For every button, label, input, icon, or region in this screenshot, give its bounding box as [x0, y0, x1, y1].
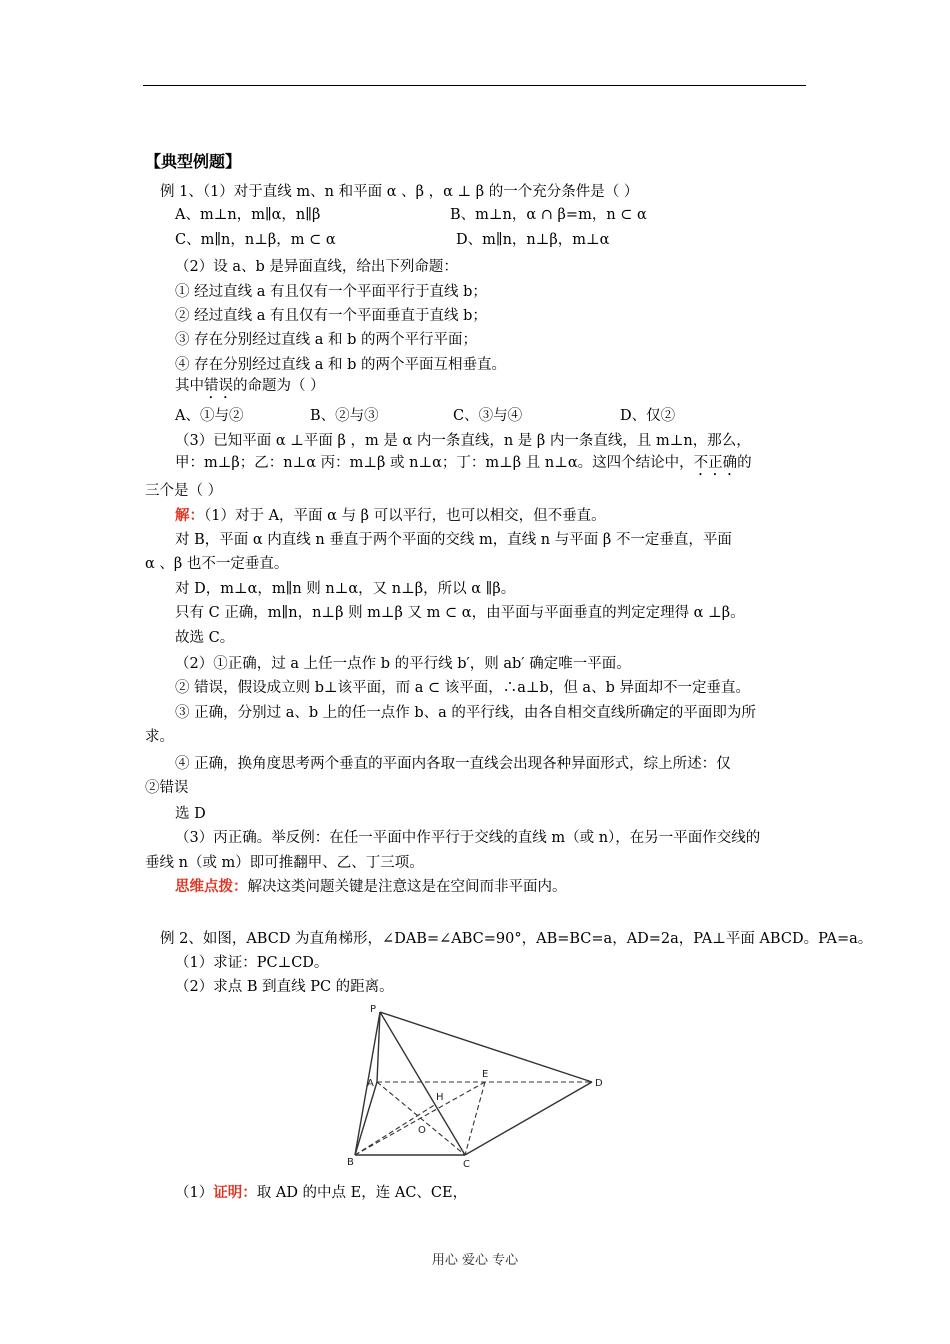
- emphasis-incorrect: 不正确: [693, 455, 738, 471]
- example1-question1: 例 1、（1）对于直线 m、n 和平面 α 、β ，α ⊥ β 的一个充分条件是（ ）: [160, 184, 639, 200]
- label-o: O: [418, 1125, 426, 1136]
- solution1-line14: （3）丙正确。举反例：在任一平面中作平行于交线的直线 m（或 n），在另一平面作交线的: [175, 830, 761, 846]
- solution1-line10: 求。: [145, 729, 174, 745]
- solution1-line3: α 、β 也不一定垂直。: [145, 556, 289, 572]
- ex1q2-option-c: C、③与④: [453, 408, 523, 424]
- label-p: P: [370, 1004, 377, 1015]
- proof-line: （1）证明：取 AD 的中点 E，连 AC、CE，: [175, 1184, 468, 1201]
- example2-sub2: （2）求点 B 到直线 PC 的距离。: [175, 979, 394, 995]
- emphasis-wrong: 错误: [204, 378, 233, 394]
- section-heading: 【典型例题】: [145, 152, 242, 171]
- example2-sub1: （1）求证：PC⊥CD。: [175, 955, 329, 971]
- example1-question2: （2）设 a、b 是异面直线，给出下列命题：: [175, 259, 458, 275]
- pyramid-figure: [340, 1002, 610, 1172]
- solution1-line2: 对 B，平面 α 内直线 n 垂直于两个平面的交线 m，直线 n 与平面 β 不一定垂直，平面: [175, 532, 732, 548]
- solution1-line13: 选 D: [175, 806, 206, 822]
- label-e: E: [482, 1069, 489, 1080]
- ex1-option-d: D、m∥n，n⊥β，m⊥α: [456, 232, 610, 248]
- label-d: D: [595, 1078, 603, 1089]
- tip-label: 思维点拨：: [175, 878, 248, 895]
- solution1-line8: ② 错误，假设成立则 b⊥该平面，而 a ⊂ 该平面，∴a⊥b，但 a、b 异面却不一定垂直。: [175, 680, 750, 696]
- solution1-line4: 对 D，m⊥α，m∥n 则 n⊥α，又 n⊥β，所以 α ∥β。: [175, 581, 516, 597]
- example1-question3-line3: 三个是（ ）: [145, 483, 223, 499]
- header-rule: [143, 85, 806, 86]
- proof-label: 证明：: [213, 1184, 257, 1201]
- solution1-line6: 故选 C。: [175, 630, 235, 646]
- proposition-4: ④ 存在分别经过直线 a 和 b 的两个平面互相垂直。: [175, 357, 506, 373]
- ex1q2-option-a: A、①与②: [175, 408, 244, 424]
- example1-question3-line1: （3）已知平面 α ⊥平面 β ，m 是 α 内一条直线，n 是 β 内一条直线，且 m⊥n，那么，: [175, 433, 751, 449]
- thinking-tip: 思维点拨：解决这类问题关键是注意这是在空间而非平面内。: [175, 878, 567, 895]
- solution1-line11: ④ 正确，换角度思考两个垂直的平面内各取一直线会出现各种异面形式，综上所述：仅: [175, 756, 731, 772]
- solution1-line15: 垂线 n（或 m）即可推翻甲、乙、丁三项。: [145, 855, 424, 871]
- ex1q2-option-d: D、仅②: [620, 408, 676, 424]
- label-c: C: [463, 1159, 470, 1170]
- edge-ec: [465, 1082, 485, 1155]
- ex1-option-b: B、m⊥n，α ∩ β=m，n ⊂ α: [450, 207, 647, 223]
- edge-cd: [465, 1082, 592, 1155]
- label-a: A: [367, 1078, 374, 1089]
- solution1-line5: 只有 C 正确，m∥n，n⊥β 则 m⊥β 又 m ⊂ α，由平面与平面垂直的判定定理得 α ⊥β。: [175, 605, 745, 621]
- ex1-option-a: A、m⊥n，m∥α，n∥β: [175, 207, 321, 223]
- question2-ask: 其中错误的命题为（ ）: [175, 378, 325, 394]
- solution1-line9: ③ 正确，分别过 a、b 上的任一点作 b、a 的平行线，由各自相交直线所确定的平面即为所: [175, 705, 756, 721]
- label-h: H: [436, 1092, 444, 1103]
- label-b: B: [347, 1157, 354, 1168]
- proposition-3: ③ 存在分别经过直线 a 和 b 的两个平行平面；: [175, 332, 477, 348]
- ex1q2-option-b: B、②与③: [310, 408, 379, 424]
- page-footer: 用心 爱心 专心: [431, 1253, 519, 1268]
- solution1-line1: 解：（1）对于 A，平面 α 与 β 可以平行，也可以相交，但不垂直。: [175, 507, 606, 524]
- example1-question3-line2: 甲：m⊥β；乙：n⊥α 丙：m⊥β 或 n⊥α；丁：m⊥β 且 n⊥α。这四个结论中，不正确的: [175, 455, 752, 471]
- solution-label: 解：: [175, 507, 204, 524]
- proposition-1: ① 经过直线 a 有且仅有一个平面平行于直线 b；: [175, 284, 487, 300]
- proposition-2: ② 经过直线 a 有且仅有一个平面垂直于直线 b；: [175, 308, 487, 324]
- solution1-line7: （2）①正确，过 a 上任一点作 b 的平行线 b′，则 ab′ 确定唯一平面。: [175, 656, 631, 672]
- example2-question: 例 2、如图，ABCD 为直角梯形，∠DAB=∠ABC=90°，AB=BC=a，AD=2a，PA⊥平面 ABCD。PA=a。: [160, 931, 873, 947]
- edge-be: [355, 1082, 485, 1155]
- solution1-line12: ②错误: [145, 780, 189, 796]
- ex1-option-c: C、m∥n，n⊥β，m ⊂ α: [175, 232, 336, 248]
